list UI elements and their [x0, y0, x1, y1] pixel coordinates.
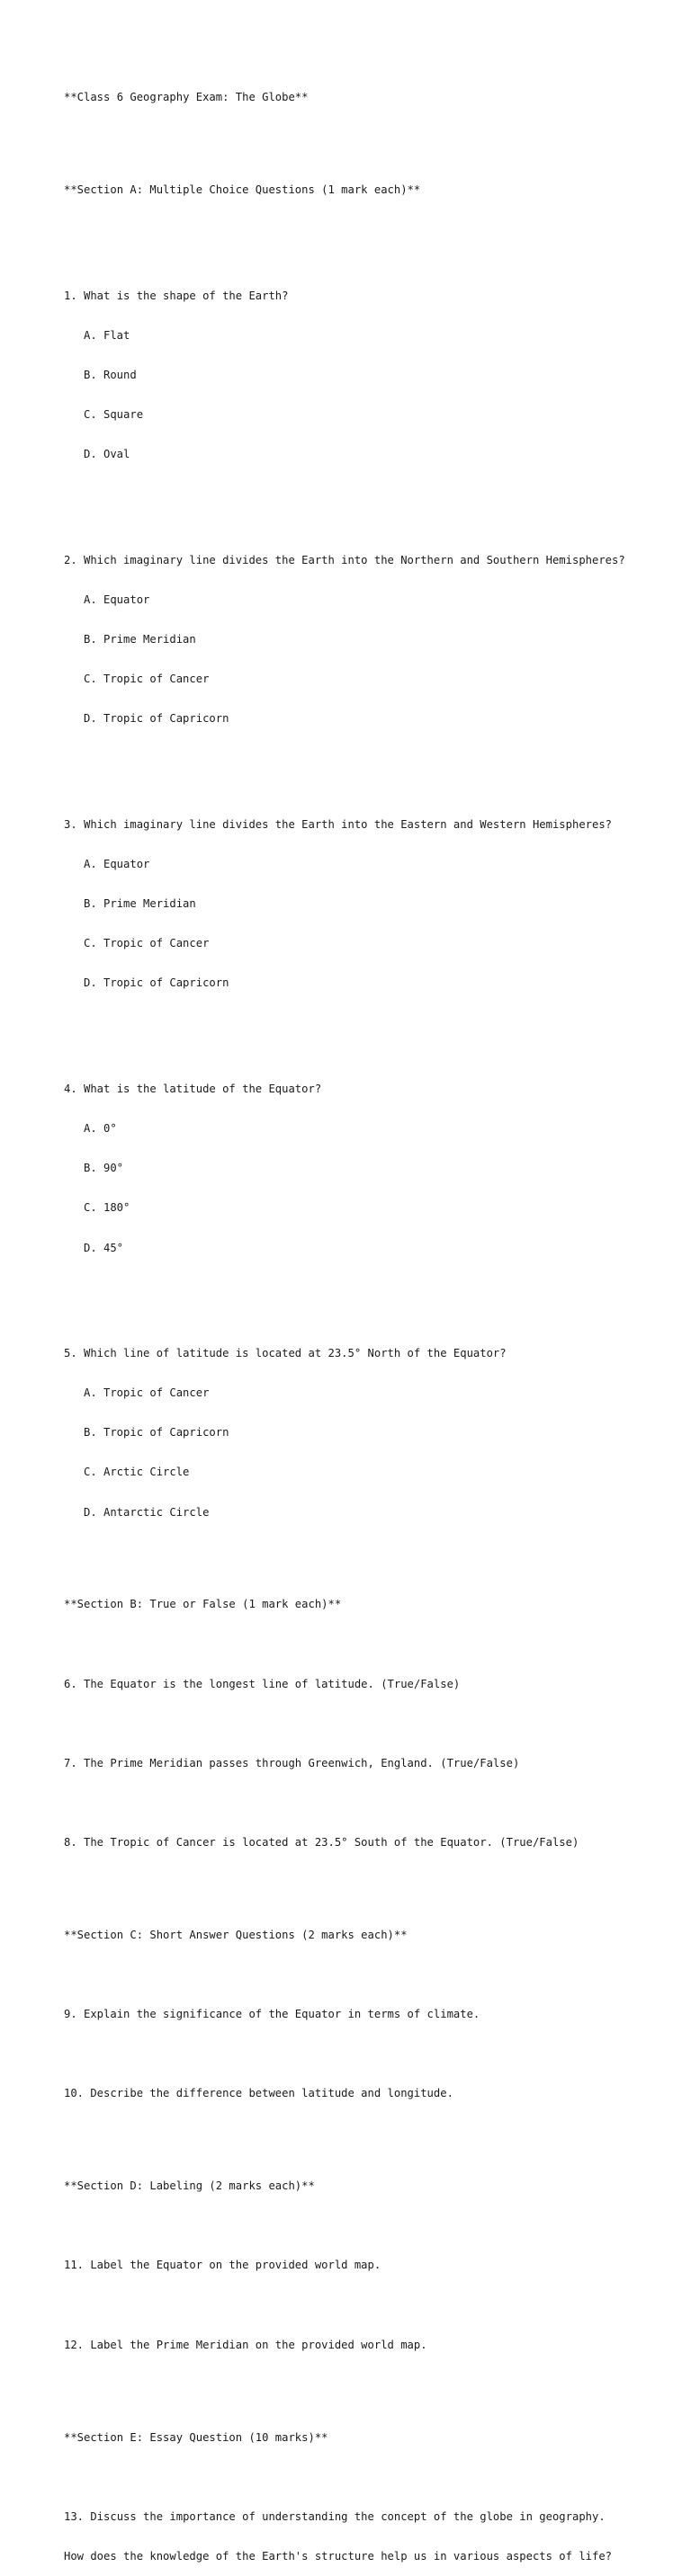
question-11: 11. Label the Equator on the provided world map. [64, 2259, 381, 2272]
spacer [64, 131, 658, 145]
section-b-heading: **Section B: True or False (1 mark each)** [64, 1598, 342, 1611]
question-13-line-1: 13. Discuss the importance of understanding the concept of the globe in geography. [64, 2509, 606, 2523]
spacer [64, 2299, 658, 2313]
spacer [64, 753, 658, 766]
question-5-option-c: C. Arctic Circle [84, 1466, 190, 1479]
question-7: 7. The Prime Meridian passes through Greenwich, England. (True/False) [64, 1756, 520, 1769]
exam-title: **Class 6 Geography Exam: The Globe** [64, 91, 309, 104]
question-1: 1. What is the shape of the Earth? [64, 289, 289, 302]
question-5: 5. Which line of latitude is located at 23.5° North of the Equator? [64, 1347, 507, 1360]
spacer [64, 487, 658, 501]
spacer [64, 223, 658, 236]
question-4: 4. What is the latitude of the Equator? [64, 1083, 322, 1096]
question-2-option-d: D. Tropic of Capricorn [84, 712, 229, 726]
question-5-option-b: B. Tropic of Capricorn [84, 1426, 229, 1440]
spacer [64, 2047, 658, 2061]
question-4-option-c: C. 180° [84, 1201, 130, 1215]
question-4-option-a: A. 0° [84, 1122, 117, 1136]
question-4-option-d: D. 45° [84, 1241, 124, 1254]
question-10: 10. Describe the difference between latitude and longitude. [64, 2087, 453, 2100]
question-6: 6. The Equator is the longest line of latitude. (True/False) [64, 1677, 461, 1690]
question-5-option-a: A. Tropic of Cancer [84, 1386, 210, 1400]
question-1-option-d: D. Oval [84, 448, 130, 461]
question-1-option-c: C. Square [84, 408, 144, 422]
spacer [64, 1281, 658, 1295]
question-3-option-c: C. Tropic of Cancer [84, 937, 210, 950]
spacer [64, 1017, 658, 1030]
question-3-option-b: B. Prime Meridian [84, 897, 196, 911]
spacer [64, 1876, 658, 1889]
question-1-option-a: A. Flat [84, 329, 130, 343]
spacer [64, 1546, 658, 1559]
question-2-option-c: C. Tropic of Cancer [84, 673, 210, 686]
question-2: 2. Which imaginary line divides the Earth into the Northern and Southern Hemispheres? [64, 553, 625, 566]
question-8: 8. The Tropic of Cancer is located at 23.5° South of the Equator. (True/False) [64, 1836, 579, 1850]
exam-document [64, 65, 658, 2576]
question-1-option-b: B. Round [84, 369, 137, 382]
question-3: 3. Which imaginary line divides the Earth into the Eastern and Western Hemispheres? [64, 818, 613, 832]
spacer [64, 2471, 658, 2484]
spacer [64, 2378, 658, 2392]
question-12: 12. Label the Prime Meridian on the provided world map. [64, 2338, 427, 2351]
section-c-heading: **Section C: Short Answer Questions (2 marks each)** [64, 1928, 408, 1941]
question-2-option-b: B. Prime Meridian [84, 633, 196, 646]
question-3-option-d: D. Tropic of Capricorn [84, 976, 229, 990]
question-5-option-d: D. Antarctic Circle [84, 1505, 210, 1519]
question-4-option-b: B. 90° [84, 1162, 124, 1175]
section-a-heading: **Section A: Multiple Choice Questions (1 mark each)** [64, 183, 421, 197]
section-d-heading: **Section D: Labeling (2 marks each)** [64, 2179, 315, 2193]
spacer [64, 2126, 658, 2140]
spacer [64, 1968, 658, 1982]
question-2-option-a: A. Equator [84, 593, 150, 607]
question-3-option-a: A. Equator [84, 858, 150, 871]
spacer [64, 1796, 658, 1810]
question-13-line-2: How does the knowledge of the Earth's structure help us in various aspects of life? [64, 2549, 613, 2563]
spacer [64, 1717, 658, 1731]
spacer [64, 1638, 658, 1652]
section-e-heading: **Section E: Essay Question (10 marks)** [64, 2430, 328, 2444]
spacer [64, 2219, 658, 2233]
question-9: 9. Explain the significance of the Equator in terms of climate. [64, 2008, 480, 2021]
